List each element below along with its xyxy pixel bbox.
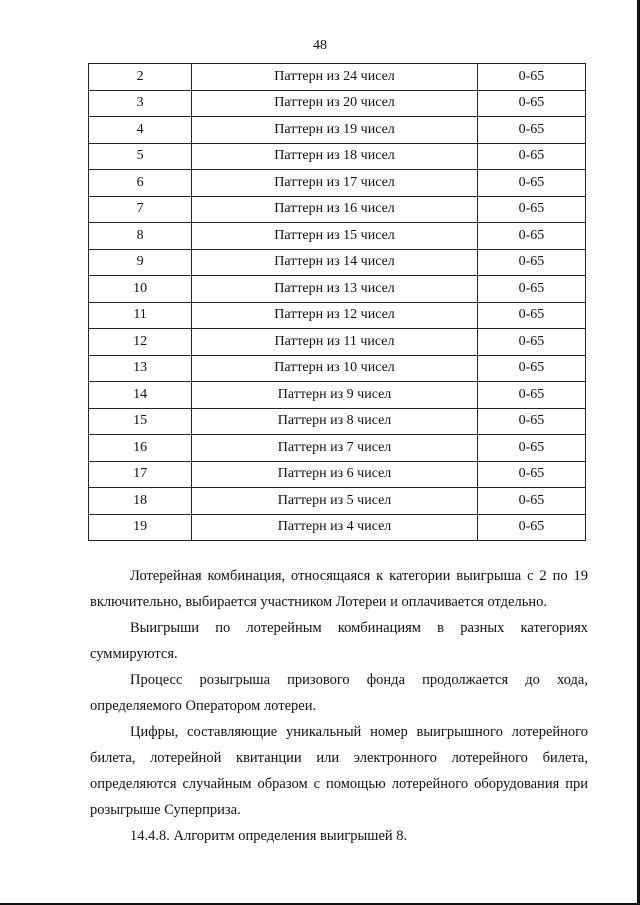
pattern-cell: Паттерн из 19 чисел — [192, 117, 478, 144]
table-row — [89, 90, 586, 117]
paragraph-lottery-combination: Лотерейная комбинация, относящаяся к категории выигрыша с 2 по 19 включительно, выбирается участником Лотереи и оплачивается отдельно. — [90, 568, 588, 610]
range-cell: 0-65 — [477, 143, 585, 170]
range-cell: 0-65 — [477, 117, 585, 144]
range-cell: 0-65 — [477, 461, 585, 488]
table-row — [89, 196, 586, 223]
category-cell: 16 — [89, 435, 192, 462]
pattern-cell: Паттерн из 11 чисел — [192, 329, 478, 356]
paragraph-draw-process: Процесс розыгрыша призового фонда продолжается до хода, определяемого Оператором лотереи. — [90, 672, 588, 714]
table-body — [89, 64, 586, 541]
pattern-cell: Паттерн из 8 чисел — [192, 408, 478, 435]
page-number: 48 — [313, 38, 327, 53]
pattern-cell: Паттерн из 18 чисел — [192, 143, 478, 170]
category-cell: 7 — [89, 196, 192, 223]
pattern-cell: Паттерн из 9 чисел — [192, 382, 478, 409]
table-row — [89, 249, 586, 276]
category-cell: 6 — [89, 170, 192, 197]
category-cell: 13 — [89, 355, 192, 382]
category-cell: 4 — [89, 117, 192, 144]
range-cell: 0-65 — [477, 90, 585, 117]
prize-category-table — [88, 63, 586, 541]
table-row — [89, 461, 586, 488]
pattern-cell: Паттерн из 12 чисел — [192, 302, 478, 329]
pattern-cell: Паттерн из 13 чисел — [192, 276, 478, 303]
range-cell: 0-65 — [477, 276, 585, 303]
range-cell: 0-65 — [477, 170, 585, 197]
range-cell: 0-65 — [477, 249, 585, 276]
table-row — [89, 143, 586, 170]
category-cell: 3 — [89, 90, 192, 117]
paragraph-winnings-summed: Выигрыши по лотерейным комбинациям в разных категориях суммируются. — [90, 620, 588, 662]
table-row — [89, 170, 586, 197]
table-row — [89, 117, 586, 144]
pattern-cell: Паттерн из 16 чисел — [192, 196, 478, 223]
category-cell: 19 — [89, 514, 192, 541]
table-row — [89, 276, 586, 303]
table-row — [89, 408, 586, 435]
pattern-cell: Паттерн из 24 чисел — [192, 64, 478, 91]
category-cell: 11 — [89, 302, 192, 329]
pattern-cell: Паттерн из 7 чисел — [192, 435, 478, 462]
table-row — [89, 355, 586, 382]
pattern-cell: Паттерн из 4 чисел — [192, 514, 478, 541]
range-cell: 0-65 — [477, 382, 585, 409]
range-cell: 0-65 — [477, 196, 585, 223]
pattern-cell: Паттерн из 5 чисел — [192, 488, 478, 515]
section-heading-14-4-8: 14.4.8. Алгоритм определения выигрышей 8. — [130, 828, 408, 844]
range-cell: 0-65 — [477, 302, 585, 329]
table-row — [89, 64, 586, 91]
pattern-cell: Паттерн из 10 чисел — [192, 355, 478, 382]
category-cell: 2 — [89, 64, 192, 91]
pattern-cell: Паттерн из 6 чисел — [192, 461, 478, 488]
category-cell: 12 — [89, 329, 192, 356]
paragraph-ticket-number: Цифры, составляющие уникальный номер выигрышного лотерейного билета, лотерейной квитанции или электронного лотерейного билета, определяются случайным образом с помощью лотерейного оборудования при розыгрыше Суперприза. — [90, 724, 588, 818]
pattern-cell: Паттерн из 17 чисел — [192, 170, 478, 197]
range-cell: 0-65 — [477, 408, 585, 435]
range-cell: 0-65 — [477, 64, 585, 91]
table-row — [89, 223, 586, 250]
range-cell: 0-65 — [477, 514, 585, 541]
table-row — [89, 514, 586, 541]
table-row — [89, 329, 586, 356]
range-cell: 0-65 — [477, 435, 585, 462]
table-row — [89, 302, 586, 329]
category-cell: 14 — [89, 382, 192, 409]
table-row — [89, 488, 586, 515]
category-cell: 9 — [89, 249, 192, 276]
pattern-cell: Паттерн из 20 чисел — [192, 90, 478, 117]
category-cell: 15 — [89, 408, 192, 435]
table-row — [89, 435, 586, 462]
table-row — [89, 382, 586, 409]
category-cell: 17 — [89, 461, 192, 488]
category-cell: 8 — [89, 223, 192, 250]
category-cell: 18 — [89, 488, 192, 515]
category-cell: 10 — [89, 276, 192, 303]
range-cell: 0-65 — [477, 355, 585, 382]
category-cell: 5 — [89, 143, 192, 170]
pattern-cell: Паттерн из 14 чисел — [192, 249, 478, 276]
range-cell: 0-65 — [477, 329, 585, 356]
pattern-cell: Паттерн из 15 чисел — [192, 223, 478, 250]
range-cell: 0-65 — [477, 223, 585, 250]
range-cell: 0-65 — [477, 488, 585, 515]
